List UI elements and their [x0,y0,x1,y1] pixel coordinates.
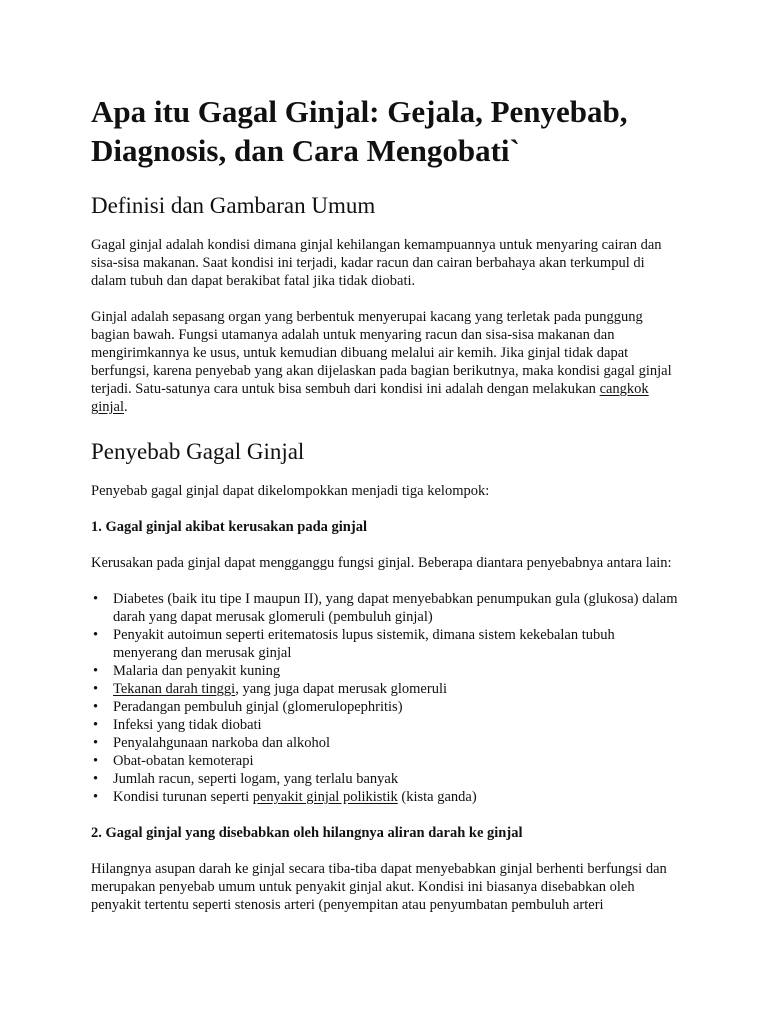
list-item [93,626,681,662]
bullet-icon: • [93,699,99,715]
list-item [93,716,681,734]
link-penyakit-ginjal-polikistik[interactable]: penyakit ginjal polikistik [252,789,398,805]
list-item [93,680,681,698]
list-item-text: Diabetes (baik itu tipe I maupun II), yang dapat menyebabkan penumpukan gula (glukosa) dalam darah yang dapat merusak glomeruli (pembuluh ginjal) [113,591,678,625]
paragraph-text: Ginjal adalah sepasang organ yang berbentuk menyerupai kacang yang terletak pada punggung bagian bawah. Fungsi utamanya adalah untuk menyaring racun dan sisa-sisa makanan dan mengirimkannya ke usus, untuk kemudian dibuang melalui air kemih. Jika ginjal tidak dapat berfungsi, karena penyebab yang akan dijelaskan pada bagian berikutnya, maka kondisi gagal ginjal terjadi. Satu-satunya cara untuk bisa sembuh dari kondisi ini adalah dengan melakukan [91,309,672,397]
bullet-icon: • [93,717,99,733]
cause-2-paragraph: Hilangnya asupan darah ke ginjal secara tiba-tiba dapat menyebabkan ginjal berhenti berfungsi dan merupakan penyebab umum untuk penyakit ginjal akut. Kondisi ini biasanya disebabkan oleh penyakit tertentu seperti stenosis arteri (penyempitan atau penyumbatan pembuluh arteri [91,861,667,913]
list-item [93,662,681,680]
cause-1-intro: Kerusakan pada ginjal dapat mengganggu fungsi ginjal. Beberapa diantara penyebabnya antara lain: [91,555,672,571]
paragraph-end: . [124,399,128,415]
article-title: Apa itu Gagal Ginjal: Gejala, Penyebab, Diagnosis, dan Cara Mengobati` [91,94,628,168]
list-item [93,770,681,788]
list-item-text: Malaria dan penyakit kuning [113,663,281,679]
cause-1-heading: 1. Gagal ginjal akibat kerusakan pada ginjal [91,519,367,535]
list-item [93,752,681,770]
bullet-icon: • [93,591,99,607]
list-item-text: Peradangan pembuluh ginjal (glomerulopephritis) [113,699,403,715]
bullet-icon: • [93,681,99,697]
causes-heading: Penyebab Gagal Ginjal [91,439,305,464]
list-item [93,788,681,806]
list-item-text: Infeksi yang tidak diobati [113,717,262,733]
list-item-text: Jumlah racun, seperti logam, yang terlalu banyak [113,771,399,787]
bullet-icon: • [93,771,99,787]
cause-2-heading: 2. Gagal ginjal yang disebabkan oleh hilangnya aliran darah ke ginjal [91,825,523,841]
list-item [93,698,681,716]
list-item-text: Obat-obatan kemoterapi [113,753,254,769]
causes-list [91,590,681,806]
bullet-icon: • [93,789,99,805]
list-item [93,734,681,752]
bullet-icon: • [93,753,99,769]
link-cangkok-ginjal[interactable]: cangkok ginjal [91,381,649,415]
bullet-icon: • [93,663,99,679]
definition-paragraph-1: Gagal ginjal adalah kondisi dimana ginjal kehilangan kemampuannya untuk menyaring cairan dan sisa-sisa makanan. Saat kondisi ini terjadi, kadar racun dan cairan berbahaya akan terkumpul di dalam tubuh dan dapat berakibat fatal jika tidak diobati. [91,237,662,289]
list-item-text: Kondisi turunan seperti [113,789,253,805]
causes-intro: Penyebab gagal ginjal dapat dikelompokkan menjadi tiga kelompok: [91,483,490,499]
definition-heading: Definisi dan Gambaran Umum [91,193,376,218]
bullet-icon: • [93,627,99,643]
list-item-text: (kista ganda) [397,789,477,805]
list-item-text: Penyalahgunaan narkoba dan alkohol [113,735,331,751]
definition-paragraph-2 [91,308,681,416]
link-tekanan-darah-tinggi[interactable]: Tekanan darah tinggi [113,681,236,697]
list-item-text: , yang juga dapat merusak glomeruli [235,681,448,697]
bullet-icon: • [93,735,99,751]
document-page [91,92,681,914]
list-item [93,590,681,626]
list-item-text: Penyakit autoimun seperti eritematosis lupus sistemik, dimana sistem kekebalan tubuh menyerang dan merusak ginjal [113,627,615,661]
